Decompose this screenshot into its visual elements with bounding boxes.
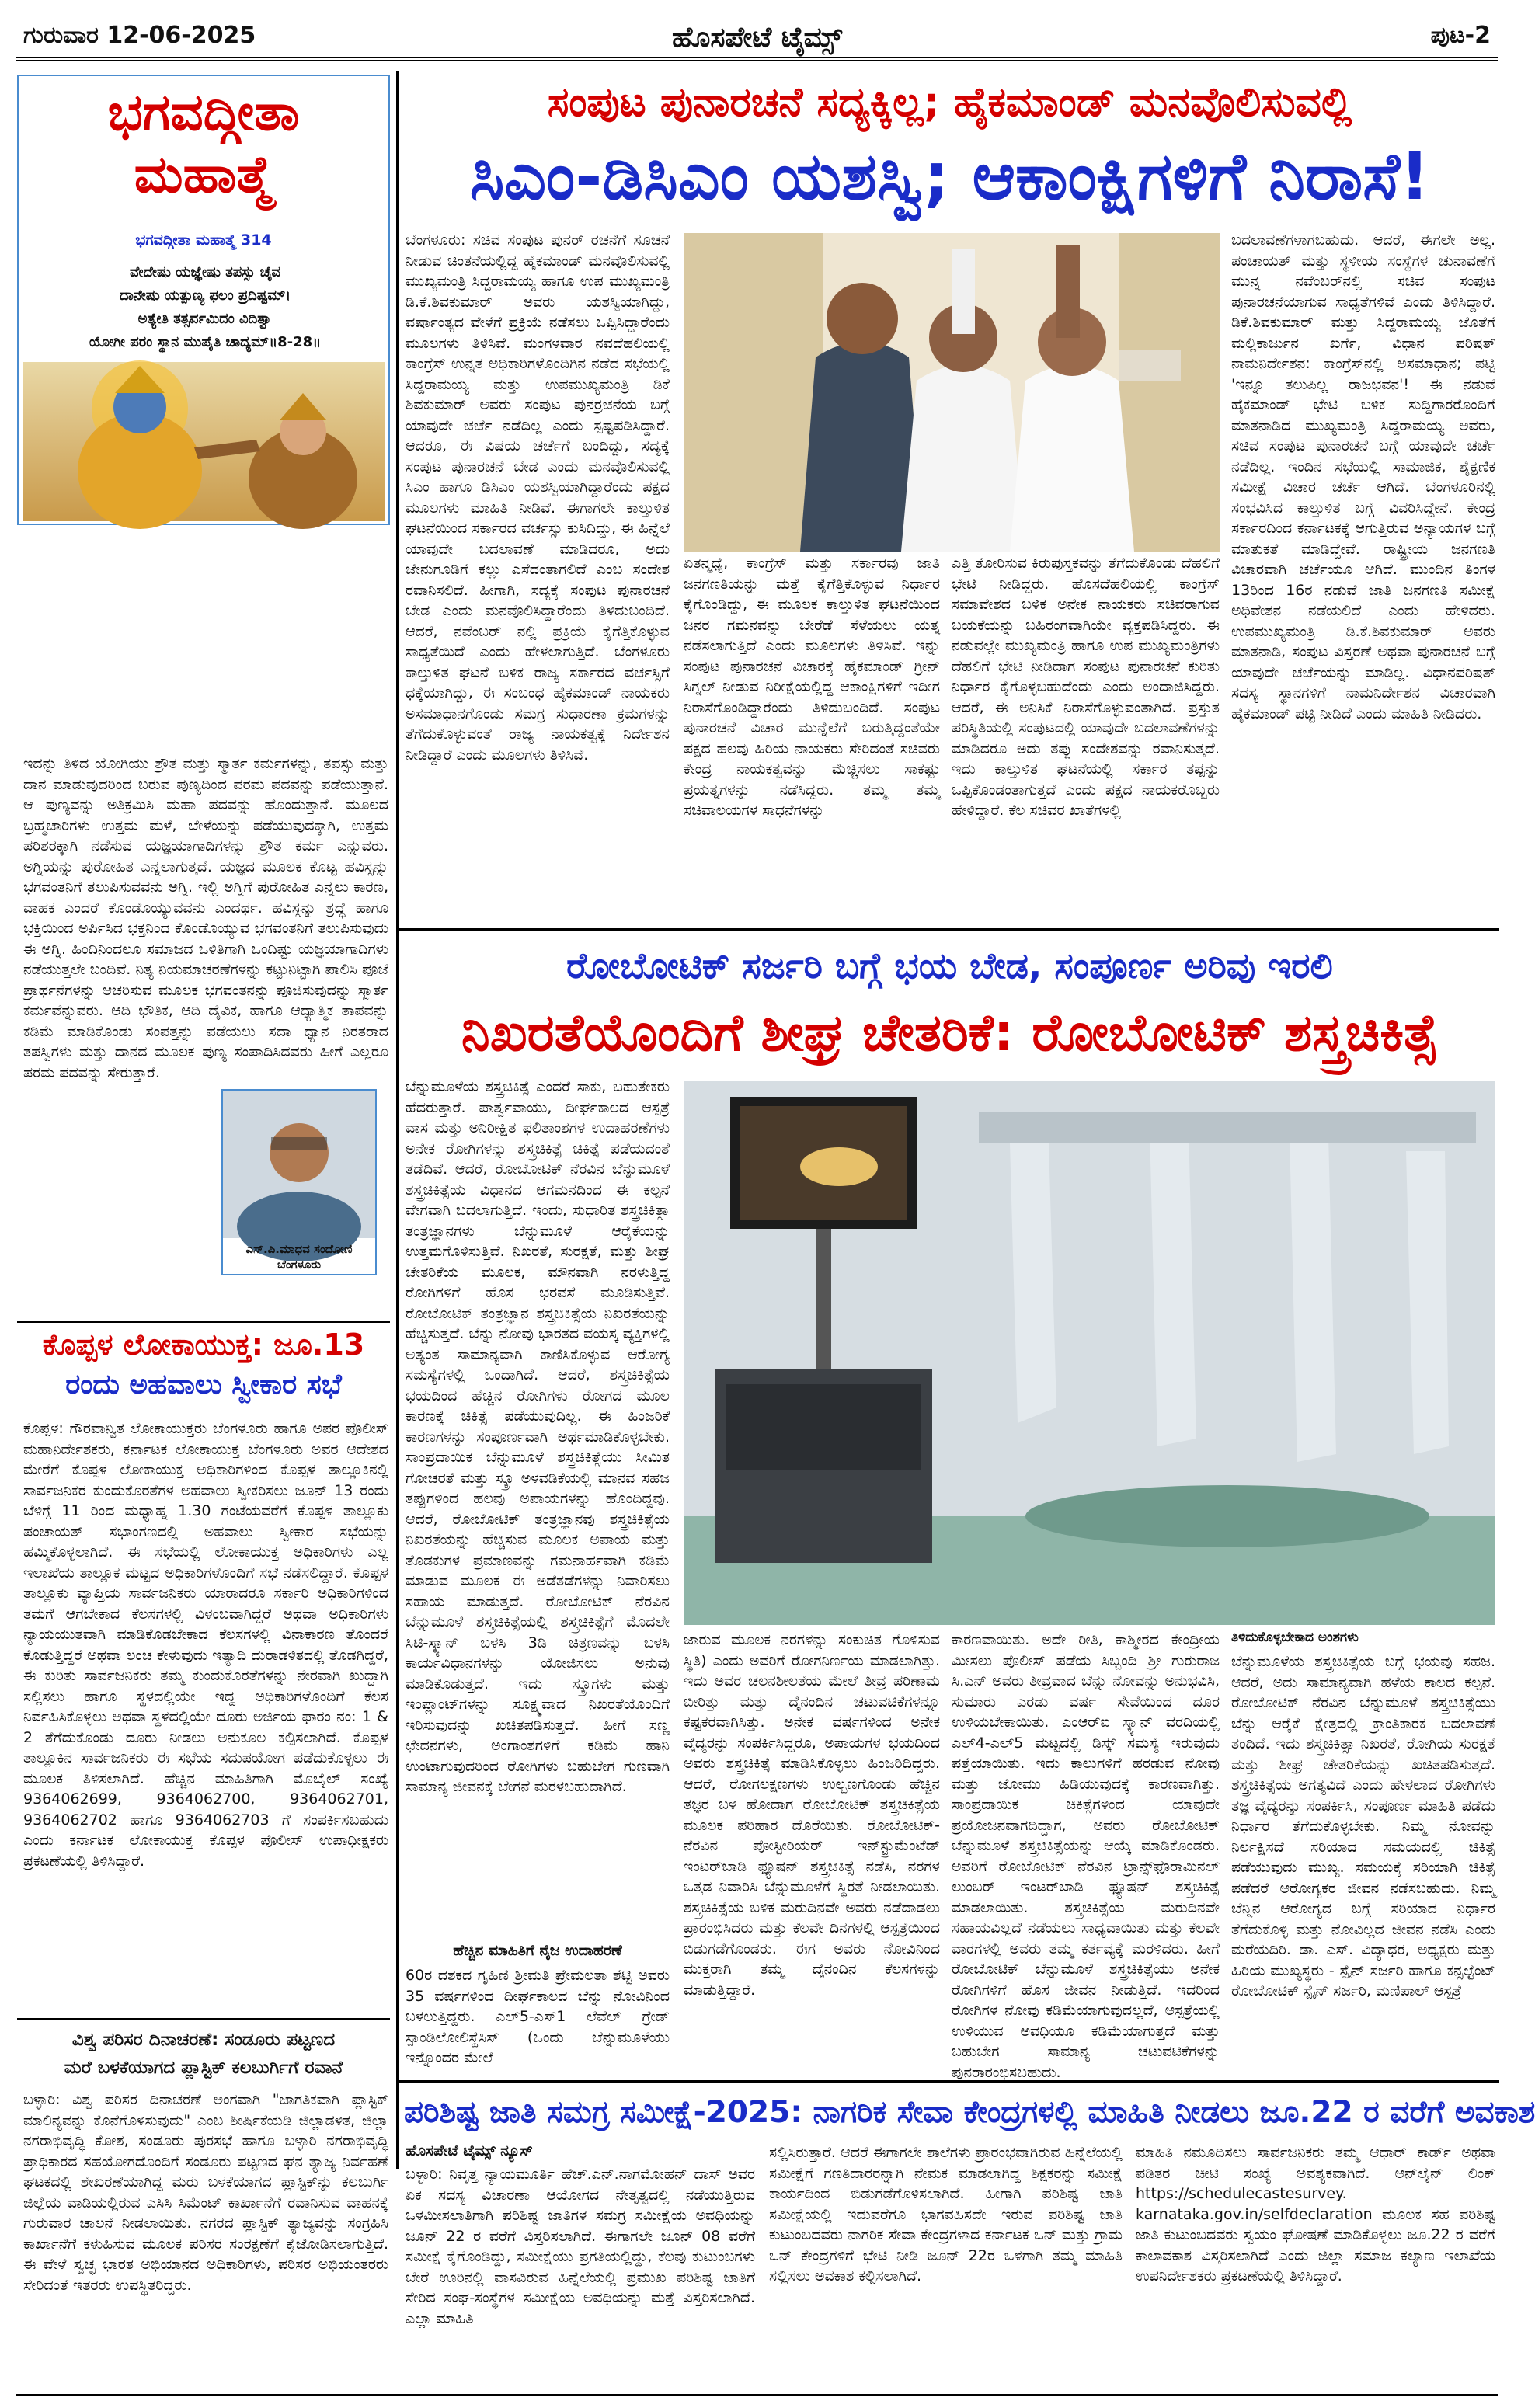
author-photo — [223, 1091, 375, 1238]
cm-dcm-photo — [684, 233, 1220, 552]
gita-subtitle: ಭಗವದ್ಗೀತಾ ಮಹಾತ್ಮೆ 314 — [135, 231, 272, 249]
robotic-example-text: 60ರ ದಶಕದ ಗೃಹಿಣಿ ಶ್ರೀಮತಿ ಪ್ರೇಮಲತಾ ಶೆಟ್ಟಿ ಅವರು 35 ವರ್ಷಗಳಿಂದ ದೀರ್ಘಕಾಲದ ಬೆನ್ನು ನೋವಿನಿಂದ ಬಳಲುತ್ತಿದ್ದರು. ಎಲ್5-ಎಸ್1 ಲೆವೆಲ್ ಗ್ರೇಡ್ ಸ್ಪಾಂಡಿಲೋಲಿಸ್ಥೆಸಿಸ್ (ಒಂದು ಬೆನ್ನುಮೂಳೆಯು ಇನ್ನೊಂದರ ಮೇಲೆ — [406, 1967, 670, 2066]
cabinet-kicker: ಸಂಪುಟ ಪುನಾರಚನೆ ಸದ್ಯಕ್ಕಿಲ್ಲ; ಹೈಕಮಾಂಡ್ ಮನವೊಲಿಸುವಲ್ಲಿ — [547, 79, 1352, 126]
lokayukta-title-2: ರಂದು ಅಹವಾಲು ಸ್ವೀಕಾರ ಸಭೆ — [65, 1369, 342, 1401]
robotic-col2: ಜಾರುವ ಮೂಲಕ ನರಗಳನ್ನು ಸಂಕುಚಿತ ಗೊಳಿಸುವ ಸ್ಥಿತಿ) ಎಂದು ಅವರಿಗೆ ರೋಗನಿರ್ಣಯ ಮಾಡಲಾಗಿತ್ತು. ಇದು ಅವರ ಚಲನಶೀಲತೆಯ ಮೇಲೆ ತೀವ್ರ ಪರಿಣಾಮ ಬೀರಿತ್ತು ಮತ್ತು ದೈನಂದಿನ ಚಟುವಟಿಕೆಗಳನ್ನೂ ಕಷ್ಟಕರವಾಗಿಸಿತ್ತು. ಅನೇಕ ವರ್ಷಗಳಿಂದ ಅನೇಕ ವೈದ್ಯರನ್ನು ಸಂಪರ್ಕಿಸಿದ್ದರೂ, ಅಪಾಯಗಳ ಭಯದಿಂದ ಅವರು ಶಸ್ತ್ರಚಿಕಿತ್ಸೆ ಮಾಡಿಸಿಕೊಳ್ಳಲು ಹಿಂಜರಿದಿದ್ದರು. ಆದರೆ, ರೋಗಲಕ್ಷಣಗಳು ಉಲ್ಬಣಗೊಂಡು ಹೆಚ್ಚಿನ ತಜ್ಞರ ಬಳಿ ಹೋದಾಗ ರೋಬೋಟಿಕ್ ಶಸ್ತ್ರಚಿಕಿತ್ಸೆಯ ಮೂಲಕ ಪರಿಹಾರ ದೊರೆಯಿತು. ರೋಬೋಟಿಕ್-ನೆರವಿನ ಪೋಸ್ಟೀರಿಯರ್ ಇನ್‌ಸ್ಟ್ರುಮೆಂಟೆಡ್ ಇಂಟರ್‌ಬಾಡಿ ಫ್ಯೂಷನ್ ಶಸ್ತ್ರಚಿಕಿತ್ಸೆ ನಡೆಸಿ, ನರಗಳ ಒತ್ತಡ ನಿವಾರಿಸಿ ಬೆನ್ನುಮೂಳೆಗೆ ಸ್ಥಿರತೆ ನೀಡಲಾಯಿತು. ಶಸ್ತ್ರಚಿಕಿತ್ಸೆಯ ಬಳಿಕ ಮರುದಿನವೇ ಅವರು ನಡೆದಾಡಲು ಪ್ರಾರಂಭಿಸಿದರು ಮತ್ತು ಕೆಲವೇ ದಿನಗಳಲ್ಲಿ ಆಸ್ಪತ್ರೆಯಿಂದ ಬಿಡುಗಡೆಗೊಂಡರು. ಈಗ ಅವರು ನೋವಿನಿಂದ ಮುಕ್ತರಾಗಿ ತಮ್ಮ ದೈನಂದಿನ ಕೆಲಸಗಳನ್ನು ಮಾಡುತ್ತಿದ್ದಾರೆ. — [684, 1631, 940, 1999]
verse-line: ವೇದೇಷು ಯಜ್ಞೇಷು ತಪಸ್ಸು ಚೈವ — [129, 264, 281, 280]
caste-survey-byline: ಹೊಸಪೇಟೆ ಟೈಮ್ಸ್ ನ್ಯೂಸ್ — [406, 2142, 533, 2159]
cabinet-col4: ಬದಲಾವಣೆಗಳಾಗಬಹುದು. ಆದರೆ, ಈಗಲೇ ಅಲ್ಲ. ಪಂಚಾಯತ್ ಮತ್ತು ಸ್ಥಳೀಯ ಸಂಸ್ಥೆಗಳ ಚುನಾವಣೆಗೆ ಮುನ್ನ ನವೆಂಬರ್‌ನಲ್ಲಿ ಸಚಿವ ಸಂಪುಟ ಪುನಾರಚನೆಯಾಗುವ ಸಾಧ್ಯತೆಗಳಿವೆ ಎಂದು ತಿಳಿಸಿದ್ದಾರೆ. ಡಿಕೆ.ಶಿವಕುಮಾರ್ ಮತ್ತು ಸಿದ್ದರಾಮಯ್ಯ ಜೊತೆಗೆ ಮಲ್ಲಿಕಾರ್ಜುನ ಖರ್ಗೆ, ವಿಧಾನ ಪರಿಷತ್ ನಾಮನಿರ್ದೇಶನ: ಕಾಂಗ್ರೆಸ್‌ನಲ್ಲಿ ಅಸಮಾಧಾನ; ಪಟ್ಟಿ 'ಇನ್ನೂ ತಲುಪಿಲ್ಲ ರಾಜಭವನ'! ಈ ನಡುವೆ ಹೈಕಮಾಂಡ್ ಭೇಟಿ ಬಳಿಕ ಸುದ್ದಿಗಾರರೊಂದಿಗೆ ಮಾತನಾಡಿದ ಮುಖ್ಯಮಂತ್ರಿ ಸಿದ್ದರಾಮಯ್ಯ ಅವರು, ಸಚಿವ ಸಂಪುಟ ಪುನಾರಚನೆ ಬಗ್ಗೆ ಯಾವುದೇ ಚರ್ಚೆ ನಡೆದಿಲ್ಲ. ಇಂದಿನ ಸಭೆಯಲ್ಲಿ ಸಾಮಾಜಿಕ, ಶೈಕ್ಷಣಿಕ ಸಮೀಕ್ಷೆ ವಿಚಾರ ಚರ್ಚೆ ಆಗಿದೆ. ಬೆಂಗಳೂರಿನಲ್ಲಿ ಸಂಭವಿಸಿದ ಕಾಲ್ತುಳಿತ ಬಗ್ಗೆ ವಿವರಿಸಿದ್ದೇನೆ. ಕೇಂದ್ರ ಸರ್ಕಾರದಿಂದ ಕರ್ನಾಟಕಕ್ಕೆ ಆಗುತ್ತಿರುವ ಅನ್ಯಾಯಗಳ ಬಗ್ಗೆ ಮಾತುಕತೆ ಮಾಡಿದ್ದೇವೆ. ರಾಷ್ಟ್ರೀಯ ಜನಗಣತಿ ವಿಚಾರವಾಗಿ ಚರ್ಚೆಯೂ ಆಗಿದೆ. ಮುಂದಿನ ತಿಂಗಳ 13ರಿಂದ 16ರ ನಡುವೆ ಜಾತಿ ಜನಗಣತಿ ಸಮೀಕ್ಷೆ ಅಧಿವೇಶನ ನಡೆಯಲಿದೆ ಎಂದು ಹೇಳಿದರು. ಉಪಮುಖ್ಯಮಂತ್ರಿ ಡಿ.ಕೆ.ಶಿವಕುಮಾರ್ ಅವರು ಮಾತನಾಡಿ, ಸಂಪುಟ ವಿಸ್ತರಣೆ ಅಥವಾ ಪುನಾರಚನೆ ಬಗ್ಗೆ ಯಾವುದೇ ಚರ್ಚೆಯನ್ನು ಮಾಡಿಲ್ಲ. ವಿಧಾನಪರಿಷತ್ ಸದಸ್ಯ ಸ್ಥಾನಗಳಿಗೆ ನಾಮನಿರ್ದೇಶನ ವಿಚಾರವಾಗಿ ಹೈಕಮಾಂಡ್ ಪಟ್ಟಿ ನೀಡಿದೆ ಎಂದು ಮಾಹಿತಿ ನೀಡಿದರು. — [1231, 231, 1495, 722]
masthead — [16, 14, 1498, 61]
robotic-example-head: ಹೆಚ್ಚಿನ ಮಾಹಿತಿಗೆ ನೈಜ ಉದಾಹರಣೆ — [453, 1942, 622, 1959]
author-location: ಬೆಂಗಳೂರು — [277, 1258, 322, 1272]
robotic-col3: ಕಾರಣವಾಯಿತು. ಅದೇ ರೀತಿ, ಕಾಶ್ಮೀರದ ಕೇಂದ್ರೀಯ ಮೀಸಲು ಪೊಲೀಸ್ ಪಡೆಯ ಸಿಬ್ಬಂದಿ ಶ್ರೀ ಗುರುರಾಜ ಸಿ.ಎನ್ ಅವರು ತೀವ್ರವಾದ ಬೆನ್ನು ನೋವನ್ನು ಅನುಭವಿಸಿ, ಸುಮಾರು ಎರಡು ವರ್ಷ ಸೇವೆಯಿಂದ ದೂರ ಉಳಿಯಬೇಕಾಯಿತು. ಎಂಆರ್‌ಐ ಸ್ಕ್ಯಾನ್ ವರದಿಯಲ್ಲಿ ಎಲ್4-ಎಲ್5 ಮಟ್ಟದಲ್ಲಿ ಡಿಸ್ಕ್ ಸಮಸ್ಯೆ ಇರುವುದು ಪತ್ತೆಯಾಯಿತು. ಇದು ಕಾಲುಗಳಿಗೆ ಹರಡುವ ನೋವು ಮತ್ತು ಜೋಮು ಹಿಡಿಯುವುದಕ್ಕೆ ಕಾರಣವಾಗಿತ್ತು. ಸಾಂಪ್ರದಾಯಿಕ ಚಿಕಿತ್ಸೆಗಳಿಂದ ಯಾವುದೇ ಪ್ರಯೋಜನವಾಗದಿದ್ದಾಗ, ಅವರು ರೋಬೋಟಿಕ್ ಬೆನ್ನುಮೂಳೆ ಶಸ್ತ್ರಚಿಕಿತ್ಸೆಯನ್ನು ಆಯ್ಕೆ ಮಾಡಿಕೊಂಡರು. ಅವರಿಗೆ ರೋಬೋಟಿಕ್ ನೆರವಿನ ಟ್ರಾನ್ಸ್‌ಫೊರಾಮಿನಲ್ ಲುಂಬರ್ ಇಂಟರ್‌ಬಾಡಿ ಫ್ಯೂಷನ್ ಶಸ್ತ್ರಚಿಕಿತ್ಸೆ ಮಾಡಲಾಯಿತು. ಶಸ್ತ್ರಚಿಕಿತ್ಸೆಯ ಮರುದಿನವೇ ಸಹಾಯವಿಲ್ಲದೆ ನಡೆಯಲು ಸಾಧ್ಯವಾಯಿತು ಮತ್ತು ಕೆಲವೇ ವಾರಗಳಲ್ಲಿ ಅವರು ತಮ್ಮ ಕರ್ತವ್ಯಕ್ಕೆ ಮರಳಿದರು. ಹೀಗೆ ರೋಬೋಟಿಕ್ ಬೆನ್ನುಮೂಳೆ ಶಸ್ತ್ರಚಿಕಿತ್ಸೆಯು ಅನೇಕ ರೋಗಿಗಳಿಗೆ ಹೊಸ ಜೀವನ ನೀಡುತ್ತಿದೆ. ಇದರಿಂದ ರೋಗಿಗಳ ನೋವು ಕಡಿಮೆಯಾಗುವುದಲ್ಲದೆ, ಆಸ್ಪತ್ರೆಯಲ್ಲಿ ಉಳಿಯುವ ಅವಧಿಯೂ ಕಡಿಮೆಯಾಗುತ್ತದೆ ಮತ್ತು ಬಹುಬೇಗ ಸಾಮಾನ್ಯ ಚಟುವಟಿಕೆಗಳನ್ನು ಪುನರಾರಂಭಿಸಬಹುದು. — [952, 1631, 1220, 2081]
newspaper-name: ಹೊಸಪೇಟೆ ಟೈಮ್ಸ್ — [671, 22, 843, 54]
caste-survey-col2: ಸಲ್ಲಿಸಿರುತ್ತಾರೆ. ಆದರೆ ಈಗಾಗಲೇ ಶಾಲೆಗಳು ಪ್ರಾರಂಭವಾಗಿರುವ ಹಿನ್ನೆಲೆಯಲ್ಲಿ ಸಮೀಕ್ಷೆಗೆ ಗಣತಿದಾರರನ್ನಾಗಿ ನೇಮಕ ಮಾಡಲಾಗಿದ್ದ ಶಿಕ್ಷಕರನ್ನು ಸಮೀಕ್ಷೆ ಕಾರ್ಯದಿಂದ ಬಿಡುಗಡೆಗೊಳಿಸಲಾಗಿದೆ. ಹೀಗಾಗಿ ಪರಿಶಿಷ್ಟ ಜಾತಿ ಸಮೀಕ್ಷೆಯಲ್ಲಿ ಇದುವರೆಗೂ ಭಾಗವಹಿಸದೇ ಇರುವ ಪರಿಶಿಷ್ಟ ಜಾತಿ ಕುಟುಂಬದವರು ನಾಗರಿಕ ಸೇವಾ ಕೇಂದ್ರಗಳಾದ ಕರ್ನಾಟಕ ಒನ್ ಮತ್ತು ಗ್ರಾಮ ಒನ್ ಕೇಂದ್ರಗಳಿಗೆ ಭೇಟಿ ನೀಡಿ ಜೂನ್ 22ರ ಒಳಗಾಗಿ ತಮ್ಮ ಮಾಹಿತಿ ಸಲ್ಲಿಸಲು ಅವಕಾಶ ಕಲ್ಪಿಸಲಾಗಿದೆ. — [769, 2144, 1123, 2284]
environment-title-2: ಮರೆ ಬಳಕೆಯಾಗದ ಪ್ಲಾಸ್ಟಿಕ್ ಕಲಬುರ್ಗಿಗೆ ರವಾನೆ — [64, 2058, 343, 2078]
gita-title-2: ಮಹಾತ್ಮೆ — [134, 144, 273, 204]
robotic-kicker: ರೋಬೋಟಿಕ್ ಸರ್ಜರಿ ಬಗ್ಗೆ ಭಯ ಬೇಡ, ಸಂಪೂರ್ಣ ಅರಿವು ಇರಲಿ — [566, 945, 1333, 987]
column-divider — [396, 71, 399, 2169]
page-bottom-rule — [16, 2394, 1498, 2396]
section-divider — [396, 928, 1499, 931]
section-divider — [17, 1321, 390, 1323]
robotic-col1: ಬೆನ್ನುಮೂಳೆಯ ಶಸ್ತ್ರಚಿಕಿತ್ಸೆ ಎಂದರೆ ಸಾಕು, ಬಹುತೇಕರು ಹೆದರುತ್ತಾರೆ. ಪಾರ್ಶ್ವವಾಯು, ದೀರ್ಘಕಾಲದ ಆಸ್ಪತ್ರೆ ವಾಸ ಮತ್ತು ಅನಿರೀಕ್ಷಿತ ಫಲಿತಾಂಶಗಳ ಉದಾಹರಣೆಗಳು ಅನೇಕ ರೋಗಿಗಳನ್ನು ಶಸ್ತ್ರಚಿಕಿತ್ಸೆ ಚಿಕಿತ್ಸೆ ಪಡೆಯದಂತೆ ತಡೆದಿವೆ. ಆದರೆ, ರೋಬೋಟಿಕ್ ನೆರವಿನ ಬೆನ್ನುಮೂಳೆ ಶಸ್ತ್ರಚಿಕಿತ್ಸೆಯ ವಿಧಾನದ ಆಗಮನದಿಂದ ಈ ಕಲ್ಪನೆ ವೇಗವಾಗಿ ಬದಲಾಗುತ್ತಿದೆ. ಇಂದು, ಸುಧಾರಿತ ಶಸ್ತ್ರಚಿಕಿತ್ಸಾ ತಂತ್ರಜ್ಞಾನಗಳು ಬೆನ್ನುಮೂಳೆ ಆರೈಕೆಯನ್ನು ಉತ್ತಮಗೊಳಿಸುತ್ತಿವೆ. ನಿಖರತೆ, ಸುರಕ್ಷತೆ, ಮತ್ತು ಶೀಘ್ರ ಚೇತರಿಕೆಯ ಮೂಲಕ, ಮೌನವಾಗಿ ನರಳುತ್ತಿದ್ದ ರೋಗಿಗಳಿಗೆ ಹೊಸ ಭರವಸೆ ಮೂಡಿಸುತ್ತಿವೆ. ರೋಬೋಟಿಕ್ ತಂತ್ರಜ್ಞಾನ ಶಸ್ತ್ರಚಿಕಿತ್ಸೆಯ ನಿಖರತೆಯನ್ನು ಹೆಚ್ಚಿಸುತ್ತದೆ. ಬೆನ್ನು ನೋವು ಭಾರತದ ವಯಸ್ಕ ವ್ಯಕ್ತಿಗಳಲ್ಲಿ ಅತ್ಯಂತ ಸಾಮಾನ್ಯವಾಗಿ ಕಾಣಿಸಿಕೊಳ್ಳುವ ಆರೋಗ್ಯ ಸಮಸ್ಯೆಗಳಲ್ಲಿ ಒಂದಾಗಿದೆ. ಆದರೆ, ಶಸ್ತ್ರಚಿಕಿತ್ಸೆಯ ಭಯದಿಂದ ಹೆಚ್ಚಿನ ರೋಗಿಗಳು ರೋಗದ ಮೂಲ ಕಾರಣಕ್ಕೆ ಚಿಕಿತ್ಸೆ ಪಡೆಯುವುದಿಲ್ಲ. ಈ ಹಿಂಜರಿಕೆ ಕಾರಣಗಳನ್ನು ಸಂಪೂರ್ಣವಾಗಿ ಅರ್ಥಮಾಡಿಕೊಳ್ಳಬೇಕು. ಸಾಂಪ್ರದಾಯಿಕ ಬೆನ್ನುಮೂಳೆ ಶಸ್ತ್ರಚಿಕಿತ್ಸೆಯು ಸೀಮಿತ ಗೋಚರತೆ ಮತ್ತು ಸ್ಕ್ರೂ ಅಳವಡಿಕೆಯಲ್ಲಿ ಮಾನವ ಸಹಜ ತಪ್ಪುಗಳಿಂದ ಹಲವು ಅಪಾಯಗಳನ್ನು ಹೊಂದಿದ್ದವು. ಆದರೆ, ರೋಬೋಟಿಕ್ ತಂತ್ರಜ್ಞಾನವು ಶಸ್ತ್ರಚಿಕಿತ್ಸೆಯ ನಿಖರತೆಯನ್ನು ಹೆಚ್ಚಿಸುವ ಮೂಲಕ ಅಪಾಯ ಮತ್ತು ತೊಡಕುಗಳ ಪ್ರಮಾಣವನ್ನು ಗಮನಾರ್ಹವಾಗಿ ಕಡಿಮೆ ಮಾಡುವ ಮೂಲಕ ಈ ಅಡೆತಡೆಗಳನ್ನು ನಿವಾರಿಸಲು ಸಹಾಯ ಮಾಡುತ್ತದೆ. ರೋಬೋಟಿಕ್ ನೆರವಿನ ಬೆನ್ನುಮೂಳೆ ಶಸ್ತ್ರಚಿಕಿತ್ಸೆಯಲ್ಲಿ ಶಸ್ತ್ರಚಿಕಿತ್ಸೆಗೆ ಮೊದಲೇ ಸಿಟಿ-ಸ್ಕ್ಯಾನ್ ಬಳಸಿ 3ಡಿ ಚಿತ್ರಣವನ್ನು ಬಳಸಿ ಕಾರ್ಯವಿಧಾನಗಳನ್ನು ಯೋಜಿಸಲು ಅನುವು ಮಾಡಿಕೊಡುತ್ತದೆ. ಇದು ಸ್ಕ್ರೂಗಳು ಮತ್ತು ಇಂಪ್ಲಾಂಟ್‌ಗಳನ್ನು ಸೂಕ್ಷ್ಮವಾದ ನಿಖರತೆಯೊಂದಿಗೆ ಇರಿಸುವುದನ್ನು ಖಚಿತಪಡಿಸುತ್ತದೆ. ಹೀಗೆ ಸಣ್ಣ ಛೇದನಗಳು, ಅಂಗಾಂಶಗಳಿಗೆ ಕಡಿಮೆ ಹಾನಿ ಉಂಟಾಗುವುದರಿಂದ ರೋಗಿಗಳು ಬಹುಬೇಗ ಗುಣವಾಗಿ ಸಾಮಾನ್ಯ ಜೀವನಕ್ಕೆ ಬೇಗನೆ ಮರಳಬಹುದಾಗಿದೆ. — [406, 1078, 670, 1795]
caste-survey-headline: ಪರಿಶಿಷ್ಟ ಜಾತಿ ಸಮಗ್ರ ಸಮೀಕ್ಷೆ-2025: ನಾಗರಿಕ ಸೇವಾ ಕೇಂದ್ರಗಳಲ್ಲಿ ಮಾಹಿತಿ ನೀಡಲು ಜೂ.22 ರ ವರೆಗೆ ಅವಕಾಶ — [404, 2095, 1535, 2130]
gita-body-text: ಇದನ್ನು ತಿಳಿದ ಯೋಗಿಯು ಶ್ರೌತ ಮತ್ತು ಸ್ಮಾರ್ತ ಕರ್ಮಗಳನ್ನು, ತಪಸ್ಸು ಮತ್ತು ದಾನ ಮಾಡುವುದರಿಂದ ಬರುವ ಪುಣ್ಯದಿಂದ ಪರಮ ಪದವನ್ನು ಪಡೆಯುತ್ತಾನೆ. ಆ ಪುಣ್ಯವನ್ನು ಅತಿಕ್ರಮಿಸಿ ಮಹಾ ಪದವನ್ನು ಹೊಂದುತ್ತಾನೆ. ಮೂಲದ ಬ್ರಹ್ಮಚಾರಿಗಳು ಉತ್ತಮ ಮಳೆ, ಬೇಳೆಯನ್ನು ಪಡೆಯುವುದಕ್ಕಾಗಿ, ಉತ್ತಮ ಪರಿಶರಕ್ಕಾಗಿ ನಡೆಸುವ ಯಜ್ಞಯಾಗಾದಿಗಳನ್ನು ಶ್ರೌತ ಕರ್ಮ ಎನ್ನುವರು. ಅಗ್ನಿಯನ್ನು ಪುರೋಹಿತ ಎನ್ನಲಾಗುತ್ತದೆ. ಯಜ್ಞದ ಮೂಲಕ ಕೊಟ್ಟ ಹವಿಸ್ಸನ್ನು ಭಗವಂತನಿಗೆ ತಲುಪಿಸುವವನು ಅಗ್ನಿ. ಇಲ್ಲಿ ಅಗ್ನಿಗೆ ಪುರೋಹಿತ ಎನ್ನಲು ಕಾರಣ, ವಾಹಕ ಎಂದರೆ ಕೊಂಡೊಯ್ಯುವವನು ಎಂದರ್ಥ. ಹವಿಸ್ಸನ್ನು ಶ್ರದ್ಧೆ ಹಾಗೂ ಭಕ್ತಿಯಿಂದ ಅರ್ಪಿಸಿದ ಭಕ್ತನಿಂದ ಕೊಂಡೊಯ್ಯುವ ಭಗವಂತನಿಗೆ ತಲುಪಿಸುವುದು ಈ ಅಗ್ನಿ. ಹಿಂದಿನಿಂದಲೂ ಸಮಾಜದ ಒಳಿತಿಗಾಗಿ ಒಂದಿಷ್ಟು ಯಜ್ಞಯಾಗಾದಿಗಳು ನಡೆಯುತ್ತಲೇ ಬಂದಿವೆ. ನಿತ್ಯ ನಿಯಮಾಚರಣೆಗಳನ್ನು ಕಟ್ಟುನಿಟ್ಟಾಗಿ ಪಾಲಿಸಿ ಪೂಜೆ ಪ್ರಾರ್ಥನೆಗಳನ್ನು ಆಚರಿಸುವ ಮೂಲಕ ಭಗವಂತನನ್ನು ಪೂಜಿಸುವುದನ್ನು ಸ್ಮಾರ್ತ ಕರ್ಮವೆನ್ನುವರು. ಆದಿ ಭೌತಿಕ, ಆದಿ ದೈವಿಕ, ಹಾಗೂ ಆಧ್ಯಾತ್ಮಿಕ ತಾಪವನ್ನು ಕಡಿಮೆ ಮಾಡಿಕೊಂಡು ಸಂಪತ್ತನ್ನು ಪಡೆಯಲು ಸದಾ ಧ್ಯಾನ ನಿರತರಾದ ತಪಸ್ವಿಗಳು ಮತ್ತು ದಾನದ ಮೂಲಕ ಪುಣ್ಯ ಸಂಪಾದಿಸಿದವರು ಹೀಗೆ ಎಲ್ಲರೂ ಪರಮ ಪದವನ್ನು ಸೇರುತ್ತಾರೆ. — [23, 755, 388, 1081]
verse-line: ಯೋಗೀ ಪರಂ ಸ್ಥಾನ ಮುಪೈತಿ ಚಾದ್ಯಮ್॥8-28॥ — [89, 334, 322, 350]
gita-verse — [26, 261, 384, 354]
verse-line: ದಾನೇಷು ಯತ್ಪುಣ್ಯ ಫಲಂ ಪ್ರದಿಷ್ಟಮ್। — [119, 287, 291, 304]
lokayukta-body: ಕೊಪ್ಪಳ: ಗೌರವಾನ್ವಿತ ಲೋಕಾಯುಕ್ತರು ಬೆಂಗಳೂರು ಹಾಗೂ ಅಪರ ಪೊಲೀಸ್ ಮಹಾನಿರ್ದೇಶಕರು, ಕರ್ನಾಟಕ ಲೋಕಾಯುಕ್ತ ಬೆಂಗಳೂರು ಅವರ ಆದೇಶದ ಮೇರೆಗೆ ಕೊಪ್ಪಳ ಲೋಕಾಯುಕ್ತ ಅಧಿಕಾರಿಗಳಿಂದ ಕೊಪ್ಪಳ ತಾಲ್ಲೂಕಿನಲ್ಲಿ ಸಾರ್ವಜನಿಕರ ಕುಂದುಕೊರತೆಗಳ ಅಹವಾಲು ಸ್ವೀಕರಿಸಲು ಜೂನ್ 13 ರಂದು ಬೆಳಿಗ್ಗೆ 11 ರಿಂದ ಮಧ್ಯಾಹ್ನ 1.30 ಗಂಟೆಯವರೆಗೆ ಕೊಪ್ಪಳ ತಾಲ್ಲೂಕು ಪಂಚಾಯತ್ ಸಭಾಂಗಣದಲ್ಲಿ ಅಹವಾಲು ಸ್ವೀಕಾರ ಸಭೆಯನ್ನು ಹಮ್ಮಿಕೊಳ್ಳಲಾಗಿದೆ. ಈ ಸಭೆಯಲ್ಲಿ ಲೋಕಾಯುಕ್ತ ಅಧಿಕಾರಿಗಳು ಎಲ್ಲ ಇಲಾಖೆಯ ತಾಲ್ಲೂಕ ಮಟ್ಟದ ಅಧಿಕಾರಿಗಳೊಂದಿಗೆ ಸಭೆ ನಡೆಸಲಿದ್ದಾರೆ. ಕೊಪ್ಪಳ ತಾಲ್ಲೂಕು ವ್ಯಾಪ್ತಿಯ ಸಾರ್ವಜನಿಕರು ಯಾರಾದರೂ ಸರ್ಕಾರಿ ಅಧಿಕಾರಿಗಳಿಂದ ತಮಗೆ ಆಗಬೇಕಾದ ಕೆಲಸಗಳಲ್ಲಿ ವಿಳಂಬವಾಗಿದ್ದರೆ ಅಥವಾ ಅಧಿಕಾರಿಗಳು ನ್ಯಾಯಯುತವಾಗಿ ಮಾಡಿಕೊಡಬೇಕಾದ ಕೆಲಸಗಳಲ್ಲಿ ವಿನಾಕಾರಣ ತೊಂದರೆ ಕೊಡುತ್ತಿದ್ದರೆ ಅಥವಾ ಲಂಚ ಕೇಳುವುದು ಇತ್ಯಾದಿ ದುರಾಡಳಿತದಲ್ಲಿ ತೊಡಗಿದ್ದರೆ, ಈ ಕುರಿತು ಸಾರ್ವಜನಿಕರು ತಮ್ಮ ಕುಂದುಕೊರತೆಗಳನ್ನು ನೇರವಾಗಿ ಖುದ್ದಾಗಿ ಸಲ್ಲಿಸಲು ಹಾಗೂ ಸ್ಥಳದಲ್ಲಿಯೇ ಇದ್ದ ಅಧಿಕಾರಿಗಳೊಂದಿಗೆ ಕೆಲಸ ನಿರ್ವಹಿಸಿಕೊಳ್ಳಲು ಅಥವಾ ಸ್ಥಳದಲ್ಲಿಯೇ ದೂರು ಅರ್ಜಿಯ ಫಾರಂ ನಂ: 1 & 2 ತೆಗೆದುಕೊಂಡು ದೂರು ನೀಡಲು ಅನುಕೂಲ ಕಲ್ಪಿಸಲಾಗಿದೆ. ಕೊಪ್ಪಳ ತಾಲ್ಲೂಕಿನ ಸಾರ್ವಜನಿಕರು ಈ ಸಭೆಯ ಸದುಪಯೋಗ ಪಡೆದುಕೊಳ್ಳಲು ಈ ಮೂಲಕ ತಿಳಿಸಲಾಗಿದೆ. ಹೆಚ್ಚಿನ ಮಾಹಿತಿಗಾಗಿ ಮೊಬೈಲ್ ಸಂಖ್ಯೆ 9364062699, 9364062700, 9364062701, 9364062702 ಹಾಗೂ 9364062703 ಗೆ ಸಂಪರ್ಕಿಸಬಹುದು ಎಂದು ಕರ್ನಾಟಕ ಲೋಕಾಯುಕ್ತ ಕೊಪ್ಪಳ ಪೊಲೀಸ್ ಉಪಾಧೀಕ್ಷಕರು ಪ್ರಕಟಣೆಯಲ್ಲಿ ತಿಳಿಸಿದ್ದಾರೆ. — [23, 1420, 388, 1870]
robotic-col4: ಬೆನ್ನುಮೂಳೆಯ ಶಸ್ತ್ರಚಿಕಿತ್ಸೆಯ ಬಗ್ಗೆ ಭಯವು ಸಹಜ. ಆದರೆ, ಅದು ಸಾಮಾನ್ಯವಾಗಿ ಹಳೆಯ ಕಾಲದ ಕಲ್ಪನೆ. ರೋಬೋಟಿಕ್ ನೆರವಿನ ಬೆನ್ನುಮೂಳೆ ಶಸ್ತ್ರಚಿಕಿತ್ಸೆಯು ಬೆನ್ನು ಆರೈಕೆ ಕ್ಷೇತ್ರದಲ್ಲಿ ಕ್ರಾಂತಿಕಾರಕ ಬದಲಾವಣೆ ತಂದಿದೆ. ಇದು ಶಸ್ತ್ರಚಿಕಿತ್ಸಾ ನಿಖರತೆ, ರೋಗಿಯ ಸುರಕ್ಷತೆ ಮತ್ತು ಶೀಘ್ರ ಚೇತರಿಕೆಯನ್ನು ಖಚಿತಪಡಿಸುತ್ತದೆ. ಶಸ್ತ್ರಚಿಕಿತ್ಸೆಯ ಅಗತ್ಯವಿದೆ ಎಂದು ಹೇಳಲಾದ ರೋಗಿಗಳು ತಜ್ಞ ವೈದ್ಯರನ್ನು ಸಂಪರ್ಕಿಸಿ, ಸಂಪೂರ್ಣ ಮಾಹಿತಿ ಪಡೆದು ನಿರ್ಧಾರ ತೆಗೆದುಕೊಳ್ಳಬೇಕು. ನಿಮ್ಮ ನೋವನ್ನು ನಿರ್ಲಕ್ಷಿಸದೆ ಸರಿಯಾದ ಸಮಯದಲ್ಲಿ ಚಿಕಿತ್ಸೆ ಪಡೆಯುವುದು ಮುಖ್ಯ. ಸಮಯಕ್ಕೆ ಸರಿಯಾಗಿ ಚಿಕಿತ್ಸೆ ಪಡೆದರೆ ಆರೋಗ್ಯಕರ ಜೀವನ ನಡೆಸಬಹುದು. ನಿಮ್ಮ ಬೆನ್ನಿನ ಆರೋಗ್ಯದ ಬಗ್ಗೆ ಸರಿಯಾದ ನಿರ್ಧಾರ ತೆಗೆದುಕೊಳ್ಳಿ ಮತ್ತು ನೋವಿಲ್ಲದ ಜೀವನ ನಡೆಸಿ ಎಂದು ಮರೆಯದಿರಿ. ಡಾ. ಎಸ್. ವಿದ್ಯಾಧರ, ಅಧ್ಯಕ್ಷರು ಮತ್ತು ಹಿರಿಯ ಮುಖ್ಯಸ್ಥರು - ಸ್ಪೈನ್ ಸರ್ಜರಿ ಹಾಗೂ ಕನ್ಸಲ್ಟೆಂಟ್ ರೋಬೋಟಿಕ್ ಸ್ಪೈನ್ ಸರ್ಜರಿ, ಮಣಿಪಾಲ್ ಆಸ್ಪತ್ರೆ — [1231, 1653, 1495, 1999]
environment-title-1: ವಿಶ್ವ ಪರಿಸರ ದಿನಾಚರಣೆ: ಸಂಡೂರು ಪಟ್ಟಣದ — [71, 2030, 336, 2050]
section-divider — [396, 2080, 1499, 2083]
cabinet-col2: ಏತನ್ಮಧ್ಯೆ, ಕಾಂಗ್ರೆಸ್ ಮತ್ತು ಸರ್ಕಾರವು ಜಾತಿ ಜನಗಣತಿಯನ್ನು ಮತ್ತೆ ಕೈಗೆತ್ತಿಕೊಳ್ಳುವ ನಿರ್ಧಾರ ಕೈಗೊಂಡಿದ್ದು, ಈ ಮೂಲಕ ಕಾಲ್ತುಳಿತ ಘಟನೆಯಿಂದ ಜನರ ಗಮನವನ್ನು ಬೇರೆಡೆ ಸೆಳೆಯಲು ಯತ್ನ ನಡೆಸಲಾಗುತ್ತಿದೆ ಎಂದು ಮೂಲಗಳು ತಿಳಿಸಿವೆ. ಇನ್ನು ಸಂಪುಟ ಪುನಾರಚನೆ ವಿಚಾರಕ್ಕೆ ಹೈಕಮಾಂಡ್ ಗ್ರೀನ್ ಸಿಗ್ನಲ್ ನೀಡುವ ನಿರೀಕ್ಷೆಯಲ್ಲಿದ್ದ ಆಕಾಂಕ್ಷಿಗಳಿಗೆ ಇದೀಗ ನಿರಾಸೆಗೊಂಡಿದ್ದಾರೆಂದು ತಿಳಿದುಬಂದಿದೆ. ಸಂಪುಟ ಪುನಾರಚನೆ ವಿಚಾರ ಮುನ್ನೆಲೆಗೆ ಬರುತ್ತಿದ್ದಂತೆಯೇ ಪಕ್ಷದ ಹಲವು ಹಿರಿಯ ನಾಯಕರು ಸೇರಿದಂತೆ ಸಚಿವರು ಕೇಂದ್ರ ನಾಯಕತ್ವವನ್ನು ಮೆಚ್ಚಿಸಲು ಸಾಕಷ್ಟು ಪ್ರಯತ್ನಗಳನ್ನು ನಡೆಸಿದ್ದರು. ತಮ್ಮ ತಮ್ಮ ಸಚಿವಾಲಯಗಳ ಸಾಧನೆಗಳನ್ನು — [684, 555, 940, 819]
robotic-surgery-photo — [684, 1081, 1495, 1625]
gita-body-continued — [23, 1089, 214, 1283]
author-name: ಎಸ್.ಪಿ.ಮಾಧವ ಸಂದೋಣಿ — [245, 1242, 353, 1256]
lokayukta-title-1: ಕೊಪ್ಪಳ ಲೋಕಾಯುಕ್ತ: ಜೂ.13 — [42, 1328, 365, 1362]
environment-headline — [17, 2026, 390, 2086]
page-number: ಪುಟ-2 — [1430, 22, 1491, 49]
lokayukta-headline — [17, 1324, 390, 1414]
cabinet-headline: ಸಿಎಂ-ಡಿಸಿಎಂ ಯಶಸ್ವಿ; ಆಕಾಂಕ್ಷಿಗಳಿಗೆ ನಿರಾಸೆ! — [469, 138, 1430, 214]
krishna-arjuna-illustration — [23, 362, 385, 521]
cabinet-col1-top: ಬೆಂಗಳೂರು: ಸಚಿವ ಸಂಪುಟ ಪುನರ್ ರಚನೆಗೆ ಸೂಚನೆ ನೀಡುವ ಚಿಂತನೆಯಲ್ಲಿದ್ದ ಹೈಕಮಾಂಡ್ ಮನವೊಲಿಸುವಲ್ಲಿ ಮುಖ್ಯಮಂತ್ರಿ ಸಿದ್ದರಾಮಯ್ಯ ಹಾಗೂ ಉಪ ಮುಖ್ಯಮಂತ್ರಿ ಡಿ.ಕೆ.ಶಿವಕುಮಾರ್ ಅವರು ಯಶಸ್ವಿಯಾಗಿದ್ದು, ವರ್ಷಾಂತ್ಯದ ವೇಳೆಗೆ ಪ್ರಕ್ರಿಯೆ ನಡೆಸಲು ಒಪ್ಪಿಸಿದ್ದಾರೆಂದು ಮೂಲಗಳು ತಿಳಿಸಿವೆ. ಮಂಗಳವಾರ ನವದೆಹಲಿಯಲ್ಲಿ ಕಾಂಗ್ರೆಸ್ ಉನ್ನತ ಅಧಿಕಾರಿಗಳೊಂದಿಗಿನ ನಡೆದ ಸಭೆಯಲ್ಲಿ ಸಿದ್ದರಾಮಯ್ಯ ಮತ್ತು ಉಪಮುಖ್ಯಮಂತ್ರಿ ಡಿಕೆ ಶಿವಕುಮಾರ್ ಅವರು ಸಂಪುಟ ಪುನರ್ರಚನೆಯ ಬಗ್ಗೆ ಯಾವುದೇ ಚರ್ಚೆ ನಡೆದಿಲ್ಲ ಎಂದು ಸ್ಪಷ್ಟಪಡಿಸಿದ್ದಾರೆ. ಆದರೂ, ಈ ವಿಷಯ ಚರ್ಚೆಗೆ ಬಂದಿದ್ದು, ಸದ್ಯಕ್ಕೆ ಸಂಪುಟ ಪುನಾರಚನೆ ಬೇಡ ಎಂದು ಮನವೊಲಿಸುವಲ್ಲಿ ಸಿಎಂ ಹಾಗೂ ಡಿಸಿಎಂ ಯಶಸ್ವಿಯಾಗಿದ್ದಾರೆಂದು ಪಕ್ಷದ ಮೂಲಗಳು ಮಾಹಿತಿ ನೀಡಿವೆ. ಈಗಾಗಲೇ ಕಾಲ್ತುಳಿತ ಘಟನೆಯಿಂದ ಸರ್ಕಾರದ ವರ್ಚಸ್ಸು ಕುಸಿದಿದ್ದು, ಈ ಹಿನ್ನೆಲೆ ಯಾವುದೇ ಬದಲಾವಣೆ ಮಾಡಿದರೂ, ಅದು ಜೇನುಗೂಡಿಗೆ ಕಲ್ಲು ಎಸೆದಂತಾಗಲಿದೆ ಎಂಬ ಸಂದೇಶ ರವಾನಿಸಲಿದೆ. ಹೀಗಾಗಿ, ಸದ್ಯಕ್ಕೆ ಸಂಪುಟ ಪುನಾರಚನೆ ಬೇಡ ಎಂದು ಮನವೊಲಿಸಿದ್ದಾರೆಂದು ತಿಳಿದುಬಂದಿದೆ. ಆದರೆ, ನವೆಂಬರ್ ನಲ್ಲಿ ಪ್ರಕ್ರಿಯೆ ಕೈಗೆತ್ತಿಕೊಳ್ಳುವ ಸಾಧ್ಯತೆಯಿದೆ ಎಂದು ಹೇಳಲಾಗುತ್ತಿದೆ. ಬೆಂಗಳೂರು ಕಾಲ್ತುಳಿತ ಘಟನೆ ಬಳಿಕ ರಾಜ್ಯ ಸರ್ಕಾರದ ವರ್ಚಸ್ಸಿಗೆ ಧಕ್ಕೆಯಾಗಿದ್ದು, ಈ ಸಂಬಂಧ ಹೈಕಮಾಂಡ್ ನಾಯಕರು ಅಸಮಾಧಾನಗೊಂಡು ಸಮಗ್ರ ಸುಧಾರಣಾ ಕ್ರಮಗಳನ್ನು ತೆಗೆದುಕೊಳ್ಳುವಂತೆ ರಾಜ್ಯ ನಾಯಕತ್ವಕ್ಕೆ ನಿರ್ದೇಶನ ನೀಡಿದ್ದಾರೆ ಎಂದು ಮೂಲಗಳು ತಿಳಿಸಿವೆ. — [406, 231, 670, 764]
issue-date: ಗುರುವಾರ 12-06-2025 — [23, 22, 256, 49]
verse-line: ಅತ್ಯೇತಿ ತತ್ಸರ್ವಮಿದಂ ವಿದಿತ್ವಾ — [137, 311, 273, 327]
gita-title-1: ಭಗವದ್ಗೀತಾ — [107, 82, 300, 142]
gita-box — [17, 75, 390, 525]
cabinet-col3: ಎತ್ತಿ ತೋರಿಸುವ ಕಿರುಪುಸ್ತಕವನ್ನು ತೆಗೆದುಕೊಂಡು ದೆಹಲಿಗೆ ಭೇಟಿ ನೀಡಿದ್ದರು. ಹೊಸದೆಹಲಿಯಲ್ಲಿ ಕಾಂಗ್ರೆಸ್ ಸಮಾವೇಶದ ಬಳಿಕ ಅನೇಕ ನಾಯಕರು ಸಚಿವರಾಗುವ ಬಯಕೆಯನ್ನು ಬಹಿರಂಗವಾಗಿಯೇ ವ್ಯಕ್ತಪಡಿಸಿದ್ದರು. ಈ ನಡುವಲ್ಲೇ ಮುಖ್ಯಮಂತ್ರಿ ಹಾಗೂ ಉಪ ಮುಖ್ಯಮಂತ್ರಿಗಳು ದೆಹಲಿಗೆ ಭೇಟಿ ನೀಡಿದಾಗ ಸಂಪುಟ ಪುನಾರಚನೆ ಕುರಿತು ನಿರ್ಧಾರ ಕೈಗೊಳ್ಳಬಹುದೆಂದು ಎಂದು ಅಂದಾಜಿಸಿದ್ದರು. ಆದರೆ, ಈ ಅನಿಸಿಕೆ ನಿರಾಸೆಗೊಳ್ಳುವಂತಾಗಿದೆ. ಪ್ರಸ್ತುತ ಪರಿಸ್ಥಿತಿಯಲ್ಲಿ ಸಂಪುಟದಲ್ಲಿ ಯಾವುದೇ ಬದಲಾವಣೆಗಳನ್ನು ಮಾಡಿದರೂ ಅದು ತಪ್ಪು ಸಂದೇಶವನ್ನು ರವಾನಿಸುತ್ತದೆ. ಇದು ಕಾಲ್ತುಳಿತ ಘಟನೆಯಲ್ಲಿ ಸರ್ಕಾರ ತಪ್ಪನ್ನು ಒಪ್ಪಿಕೊಂಡಂತಾಗುತ್ತದೆ ಎಂದು ಪಕ್ಷದ ನಾಯಕರೊಬ್ಬರು ಹೇಳಿದ್ದಾರೆ. ಕೆಲ ಸಚಿವರ ಖಾತೆಗಳಲ್ಲಿ — [952, 555, 1220, 819]
caste-survey-col3: ಮಾಹಿತಿ ನಮೂದಿಸಲು ಸಾರ್ವಜನಿಕರು ತಮ್ಮ ಆಧಾರ್ ಕಾರ್ಡ್ ಅಥವಾ ಪಡಿತರ ಚೀಟಿ ಸಂಖ್ಯೆ ಅವಶ್ಯಕವಾಗಿದೆ. ಆನ್‌ಲೈನ್ ಲಿಂಕ್ https://schedulecastesurvey. karnataka.gov.in/selfdeclaration ಮೂಲಕ ಸಹ ಪರಿಶಿಷ್ಟ ಜಾತಿ ಕುಟುಂಬದವರು ಸ್ವಯಂ ಘೋಷಣೆ ಮಾಡಿಕೊಳ್ಳಲು ಜೂ.22 ರ ವರೆಗೆ ಕಾಲಾವಕಾಶ ವಿಸ್ತರಿಸಲಾಗಿದೆ ಎಂದು ಜಿಲ್ಲಾ ಸಮಾಜ ಕಲ್ಯಾಣ ಇಲಾಖೆಯ ಉಪನಿರ್ದೇಶಕರು ಪ್ರಕಟಣೆಯಲ್ಲಿ ತಿಳಿಸಿದ್ದಾರೆ. — [1136, 2144, 1495, 2284]
robotic-headline: ನಿಖರತೆಯೊಂದಿಗೆ ಶೀಘ್ರ ಚೇತರಿಕೆ: ರೋಬೋಟಿಕ್ ಶಸ್ತ್ರಚಿಕಿತ್ಸೆ — [461, 1003, 1439, 1063]
robotic-col4-head: ತಿಳಿದುಕೊಳ್ಳಬೇಕಾದ ಅಂಶಗಳು — [1231, 1630, 1359, 1645]
section-divider — [17, 2018, 390, 2020]
cabinet-col1-bottom — [406, 553, 670, 918]
environment-body: ಬಳ್ಳಾರಿ: ವಿಶ್ವ ಪರಿಸರ ದಿನಾಚರಣೆ ಅಂಗವಾಗಿ "ಜಾಗತಿಕವಾಗಿ ಪ್ಲಾಸ್ಟಿಕ್ ಮಾಲಿನ್ಯವನ್ನು ಕೊನೆಗೊಳಿಸುವುದು" ಎಂಬ ಶೀರ್ಷಿಕೆಯಡಿ ಜಿಲ್ಲಾಡಳಿತ, ಜಿಲ್ಲಾ ನಗರಾಭಿವೃದ್ಧಿ ಕೋಶ, ಸಂಡೂರು ಪುರಸಭೆ ಹಾಗೂ ಬಳ್ಳಾರಿ ನಗರಾಭಿವೃದ್ಧಿ ಪ್ರಾಧಿಕಾರದ ಸಹಯೋಗದೊಂದಿಗೆ ಸಂಡೂರು ಪಟ್ಟಣದ ಘನ ತ್ಯಾಜ್ಯ ನಿರ್ವಹಣೆ ಘಟಕದಲ್ಲಿ ಶೇಖರಣೆಯಾಗಿದ್ದ ಮರು ಬಳಕೆಯಾಗದ ಪ್ಲಾಸ್ಟಿಕ್‌ನ್ನು ಕಲಬುರ್ಗಿ ಜಿಲ್ಲೆಯ ವಾಡಿಯಲ್ಲಿರುವ ಎಸಿಸಿ ಸಿಮೆಂಟ್ ಕಾರ್ಖಾನೆಗೆ ರವಾನಿಸುವ ವಾಹನಕ್ಕೆ ಗುರುವಾರ ಚಾಲನೆ ನೀಡಲಾಯಿತು. ನಗರದ ಪ್ಲಾಸ್ಟಿಕ್ ತ್ಯಾಜ್ಯವನ್ನು ಸಂಗ್ರಹಿಸಿ ಕಾರ್ಖಾನೆಗೆ ಕಳುಹಿಸುವ ಮೂಲಕ ಪರಿಸರ ಸಂರಕ್ಷಣೆಗೆ ಕೈಜೋಡಿಸಲಾಗುತ್ತಿದೆ. ಈ ವೇಳೆ ಸ್ವಚ್ಛ ಭಾರತ ಅಭಿಯಾನದ ಅಧಿಕಾರಿಗಳು, ಪರಿಸರ ಅಭಿಯಂತರರು ಸೇರಿದಂತೆ ಇತರರು ಉಪಸ್ಥಿತರಿದ್ದರು. — [23, 2091, 388, 2294]
caste-survey-col1: ಬಳ್ಳಾರಿ: ನಿವೃತ್ತ ನ್ಯಾಯಮೂರ್ತಿ ಹೆಚ್.ಎನ್.ನಾಗಮೋಹನ್ ದಾಸ್ ಅವರ ಏಕ ಸದಸ್ಯ ವಿಚಾರಣಾ ಆಯೋಗದ ನೇತೃತ್ವದಲ್ಲಿ ನಡೆಯುತ್ತಿರುವ ಒಳಮೀಸಲಾತಿಗಾಗಿ ಪರಿಶಿಷ್ಟ ಜಾತಿಗಳ ಸಮಗ್ರ ಸಮೀಕ್ಷೆಯ ಅವಧಿಯನ್ನು ಜೂನ್ 22 ರ ವರೆಗೆ ವಿಸ್ತರಿಸಲಾಗಿದೆ. ಈಗಾಗಲೇ ಜೂನ್ 08 ವರೆಗೆ ಸಮೀಕ್ಷೆ ಕೈಗೊಂಡಿದ್ದು, ಸಮೀಕ್ಷೆಯು ಪ್ರಗತಿಯಲ್ಲಿದ್ದು, ಕೆಲವು ಕುಟುಂಬಗಳು ಬೇರೆ ಊರಿನಲ್ಲಿ ವಾಸವಿರುವ ಹಿನ್ನೆಲೆಯಲ್ಲಿ ಪ್ರಮುಖ ಪರಿಶಿಷ್ಟ ಜಾತಿಗೆ ಸೇರಿದ ಸಂಘ-ಸಂಸ್ಥೆಗಳ ಸಮೀಕ್ಷೆಯ ಅವಧಿಯನ್ನು ಮತ್ತೆ ವಿಸ್ತರಿಸಲಾಗಿದೆ. ಎಲ್ಲಾ ಮಾಹಿತಿ — [406, 2166, 755, 2327]
author-photo-box — [221, 1089, 377, 1275]
